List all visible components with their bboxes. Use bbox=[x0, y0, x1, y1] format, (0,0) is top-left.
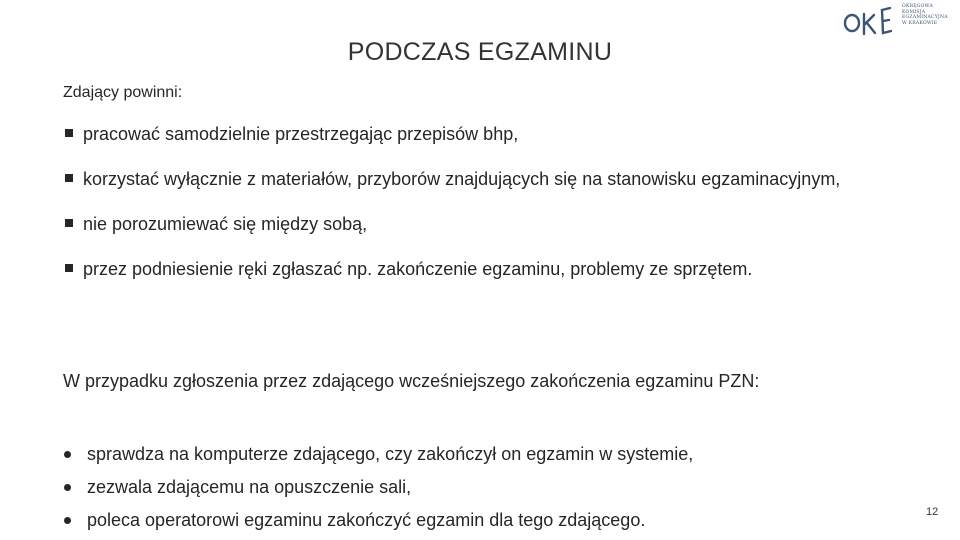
list-item-text: zezwala zdającemu na opuszczenie sali, bbox=[87, 477, 412, 497]
list-item-text: poleca operatorowi egzaminu zakończyć egzamin dla tego zdającego. bbox=[87, 510, 646, 530]
intro-text: Zdający powinni: bbox=[63, 84, 183, 101]
pzn-paragraph: W przypadku zgłoszenia przez zdającego wcześniejszego zakończenia egzaminu PZN: bbox=[63, 371, 760, 391]
list-item bbox=[63, 166, 903, 192]
list-item-text: korzystać wyłącznie z materiałów, przyborów znajdujących się na stanowisku egzaminacyjnym, bbox=[83, 169, 841, 189]
list-item bbox=[63, 121, 903, 147]
logo-line: EGZAMINACYJNA bbox=[902, 15, 948, 21]
round-bullet-icon bbox=[64, 484, 71, 491]
square-bullet-icon bbox=[65, 264, 73, 272]
list-item bbox=[63, 438, 883, 471]
square-bullet-icon bbox=[65, 174, 73, 182]
page-number: 12 bbox=[926, 506, 939, 518]
round-bullet-icon bbox=[64, 517, 71, 524]
square-bullet-icon bbox=[65, 219, 73, 227]
logo-line: W KRAKOWIE bbox=[902, 20, 938, 26]
square-bullet-icon bbox=[65, 129, 73, 137]
list-item-text: pracować samodzielnie przestrzegając przepisów bhp, bbox=[83, 124, 519, 144]
actions-list bbox=[63, 438, 883, 537]
slide-title: PODCZAS EGZAMINU bbox=[347, 38, 613, 66]
list-item bbox=[63, 471, 883, 504]
list-item bbox=[63, 211, 903, 237]
round-bullet-icon bbox=[64, 451, 71, 458]
duties-list bbox=[63, 121, 903, 282]
list-item-text: przez podniesienie ręki zgłaszać np. zakończenie egzaminu, problemy ze sprzętem. bbox=[83, 259, 753, 279]
list-item bbox=[63, 504, 883, 537]
logo-line: OKRĘGOWA bbox=[902, 4, 933, 9]
logo-line: KOMISJA bbox=[902, 9, 926, 15]
list-item-text: nie porozumiewać się między sobą, bbox=[83, 214, 368, 234]
list-item-text: sprawdza na komputerze zdającego, czy zakończył on egzamin w systemie, bbox=[87, 444, 694, 464]
logo-caption bbox=[902, 4, 958, 26]
list-item bbox=[63, 256, 903, 282]
